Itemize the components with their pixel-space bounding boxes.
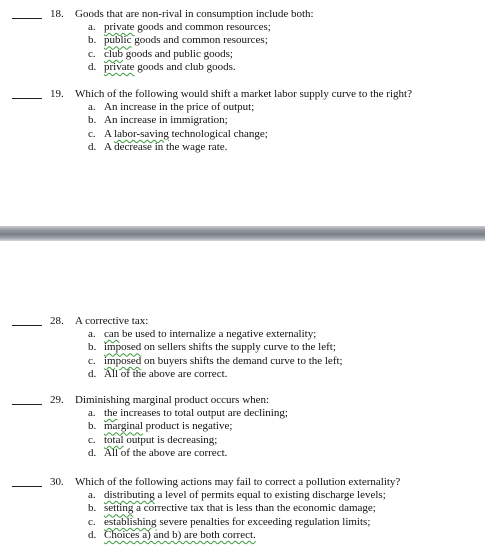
- option-d: d. All of the above are correct.: [88, 368, 228, 381]
- option-b: b. public goods and common resources;: [88, 34, 268, 47]
- option-a: a. can be used to internalize a negative externality;: [88, 328, 317, 340]
- question-19: [0, 87, 485, 155]
- option-d: d. All of the above are correct.: [88, 447, 228, 460]
- option-b: b. imposed on sellers shifts the supply curve to the left;: [88, 341, 336, 354]
- answer-blank[interactable]: [12, 87, 42, 99]
- question-30: [0, 475, 485, 543]
- option-d: d. A decrease in the wage rate.: [88, 141, 228, 154]
- option-c: c. A labor-saving technological change;: [88, 127, 268, 140]
- option-d: d. private goods and club goods.: [88, 61, 236, 74]
- question-stem: Which of the following would shift a market labor supply curve to the right?: [75, 88, 412, 100]
- question-28: [0, 314, 485, 382]
- question-stem: Goods that are non-rival in consumption include both:: [75, 8, 314, 20]
- answer-blank[interactable]: [12, 7, 42, 19]
- answer-blank[interactable]: [12, 393, 42, 405]
- question-29: [0, 393, 485, 461]
- question-stem: A corrective tax:: [75, 315, 149, 327]
- option-c: c. establishing severe penalties for exceeding regulation limits;: [88, 515, 371, 528]
- option-a: a. distributing a level of permits equal to existing discharge levels;: [88, 489, 386, 501]
- question-stem: Diminishing marginal product occurs when:: [75, 394, 270, 406]
- question-18: [0, 7, 485, 75]
- question-number: 19.: [50, 88, 64, 100]
- option-b: b. setting a corrective tax that is less than the economic damage;: [88, 502, 376, 515]
- option-c: c. total output is decreasing;: [88, 433, 218, 446]
- question-number: 28.: [50, 315, 64, 327]
- option-a: a. private goods and common resources;: [88, 21, 271, 33]
- question-number: 18.: [50, 8, 64, 20]
- option-b: b. marginal product is negative;: [88, 420, 233, 433]
- option-d: d. Choices a) and b) are both correct.: [88, 529, 256, 542]
- question-number: 30.: [50, 476, 64, 488]
- option-c: c. imposed on buyers shifts the demand curve to the left;: [88, 354, 343, 367]
- answer-blank[interactable]: [12, 475, 42, 487]
- question-number: 29.: [50, 394, 64, 406]
- option-a: a. An increase in the price of output;: [88, 101, 255, 113]
- option-c: c. club goods and public goods;: [88, 47, 233, 60]
- option-a: a. the increases to total output are declining;: [88, 407, 288, 419]
- question-stem: Which of the following actions may fail to correct a pollution externality?: [75, 476, 401, 488]
- option-b: b. An increase in immigration;: [88, 114, 228, 127]
- page-divider: [0, 226, 485, 241]
- answer-blank[interactable]: [12, 314, 42, 326]
